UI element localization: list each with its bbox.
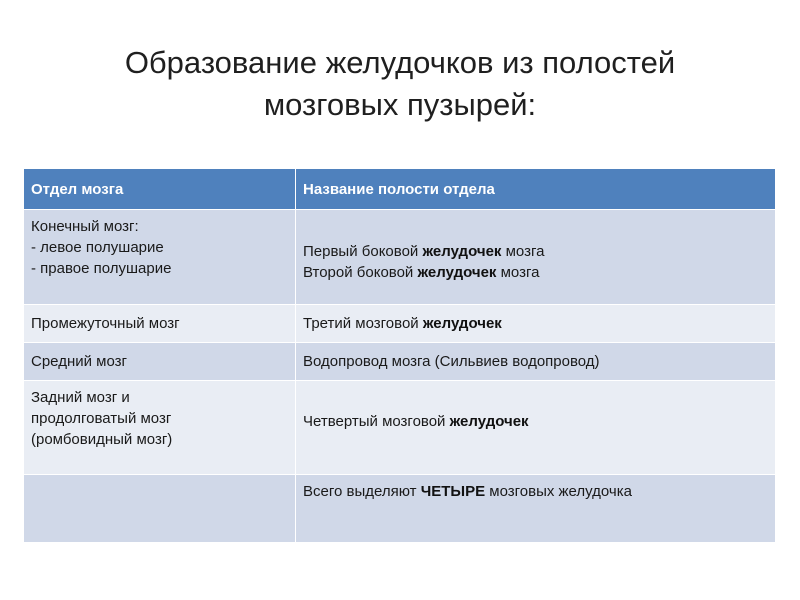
cavity-line: Первый боковой желудочек мозга bbox=[303, 243, 545, 260]
ventricles-table bbox=[23, 168, 776, 543]
table-header-row bbox=[24, 169, 776, 210]
section-cell bbox=[24, 475, 296, 543]
cavity-line: Водопровод мозга (Сильвиев водопровод) bbox=[303, 353, 600, 370]
cavity-cell bbox=[296, 475, 776, 543]
table-row bbox=[24, 475, 776, 543]
section-line: (ромбовидный мозг) bbox=[31, 431, 173, 448]
cavity-line: Третий мозговой желудочек bbox=[303, 315, 502, 332]
cavity-cell bbox=[296, 210, 776, 305]
header-brain-section: Отдел мозга bbox=[24, 169, 296, 210]
section-cell bbox=[24, 305, 296, 343]
section-line: Задний мозг и bbox=[31, 389, 130, 406]
header-cavity-name: Название полости отдела bbox=[296, 169, 776, 210]
section-cell bbox=[24, 210, 296, 305]
section-cell bbox=[24, 381, 296, 475]
table-row bbox=[24, 210, 776, 305]
section-line: продолговатый мозг bbox=[31, 410, 172, 427]
section-line: Промежуточный мозг bbox=[31, 315, 180, 332]
section-line: - левое полушарие bbox=[31, 239, 164, 256]
slide-title bbox=[0, 42, 800, 126]
section-line: Конечный мозг: bbox=[31, 218, 139, 235]
cavity-line: Четвертый мозговой желудочек bbox=[303, 413, 529, 430]
cavity-cell bbox=[296, 343, 776, 381]
section-cell bbox=[24, 343, 296, 381]
title-line-1: Образование желудочков из полостей bbox=[124, 45, 676, 80]
section-line: - правое полушарие bbox=[31, 260, 172, 277]
cavity-cell bbox=[296, 305, 776, 343]
cavity-cell bbox=[296, 381, 776, 475]
cavity-line: Второй боковой желудочек мозга bbox=[303, 264, 540, 281]
cavity-line: Всего выделяют ЧЕТЫРЕ мозговых желудочка bbox=[303, 483, 632, 500]
table-row bbox=[24, 305, 776, 343]
table-row bbox=[24, 381, 776, 475]
section-line: Средний мозг bbox=[31, 353, 127, 370]
table-row bbox=[24, 343, 776, 381]
title-line-2: мозговых пузырей: bbox=[263, 87, 537, 122]
